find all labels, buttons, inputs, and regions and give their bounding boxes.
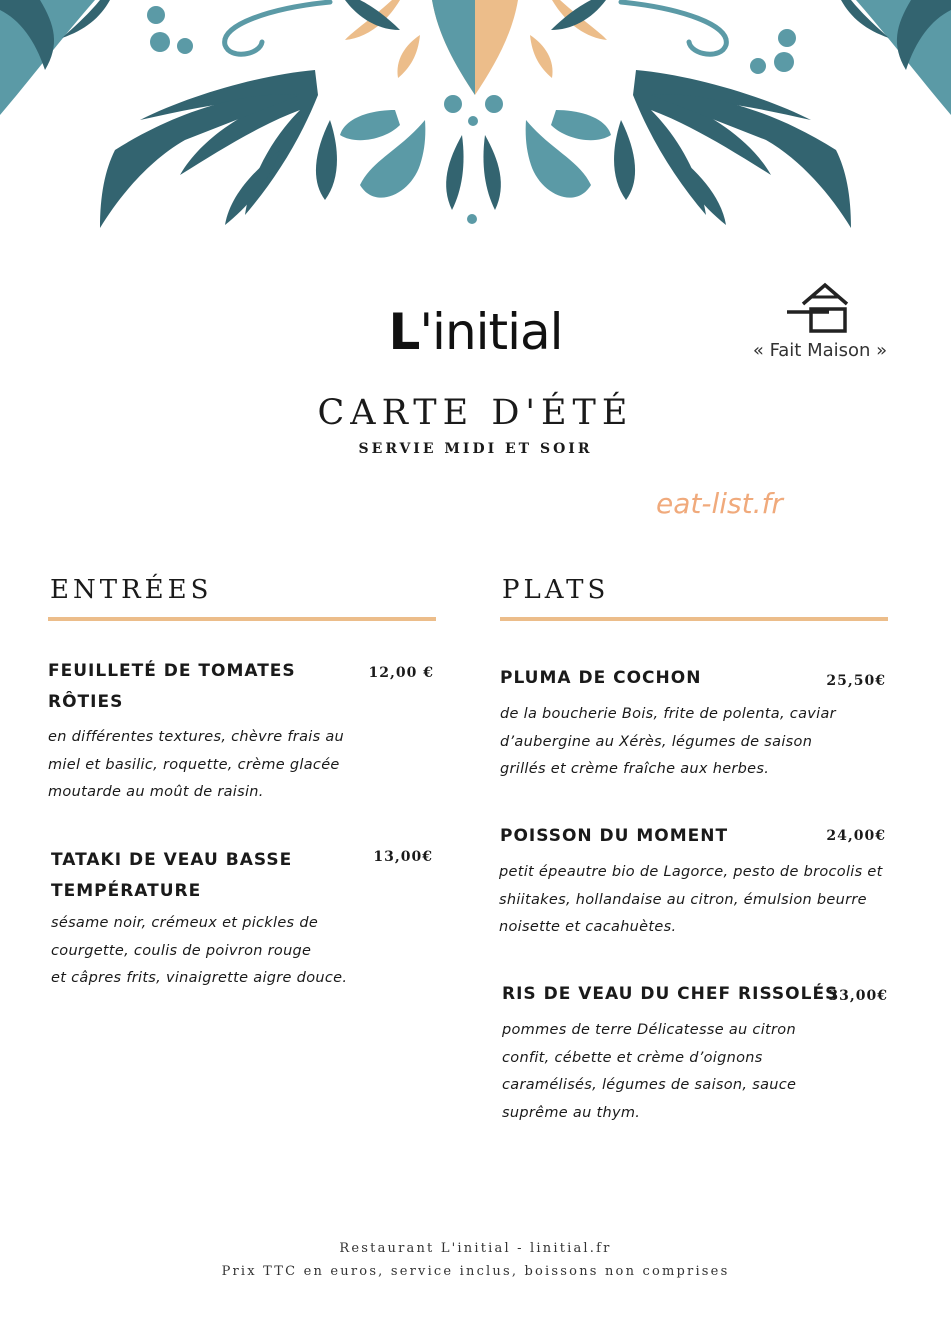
menu-item-price: 33,00€ xyxy=(828,988,888,1004)
menu-item-price: 13,00€ xyxy=(373,849,433,865)
entrees-divider xyxy=(48,617,436,621)
plats-divider xyxy=(500,617,888,621)
menu-item-name: PLUMA DE COCHON xyxy=(500,668,702,688)
menu-item-name: POISSON DU MOMENT xyxy=(500,826,729,846)
plats-heading: PLATS xyxy=(502,575,610,605)
menu-item-name: TATAKI DE VEAU BASSE TEMPÉRATURE xyxy=(51,850,293,901)
menu-item-price: 12,00 € xyxy=(368,665,434,681)
menu-item-description: de la boucherie Bois, frite de polenta, caviar d’aubergine au Xérès, légumes de saison grillés et crème fraîche aux herbes. xyxy=(500,706,836,777)
logo-initial-letter: L xyxy=(388,303,420,361)
menu-item-name: FEUILLETÉ DE TOMATES RÔTIES xyxy=(48,661,296,712)
menu-item-description: pommes de terre Délicatesse au citron confit, cébette et crème d’oignons caramélisés, légumes de saison, sauce suprême au thym. xyxy=(502,1022,797,1121)
fait-maison-badge xyxy=(740,282,900,361)
menu-item-name: RIS DE VEAU DU CHEF RISSOLÉS xyxy=(502,984,839,1004)
floral-ornament xyxy=(0,0,951,240)
footer-pricing-note: Prix TTC en euros, service inclus, boissons non comprises xyxy=(221,1264,730,1279)
menu-item-price: 25,50€ xyxy=(826,673,886,689)
menu-item-price: 24,00€ xyxy=(826,828,886,844)
page-title: CARTE D'ÉTÉ xyxy=(317,393,634,433)
watermark: eat-list.fr xyxy=(656,487,783,520)
page-subtitle: SERVIE MIDI ET SOIR xyxy=(358,441,593,457)
fait-maison-label: « Fait Maison » xyxy=(752,340,888,361)
entrees-heading: ENTRÉES xyxy=(50,575,213,605)
house-icon xyxy=(785,282,855,336)
footer-restaurant-line: Restaurant L'initial - linitial.fr xyxy=(339,1241,612,1256)
logo-name: 'initial xyxy=(419,303,563,361)
menu-item-description: sésame noir, crémeux et pickles de courgette, coulis de poivron rouge et câpres frits, vinaigrette aigre douce. xyxy=(51,915,348,986)
menu-item-description: petit épeautre bio de Lagorce, pesto de brocolis et shiitakes, hollandaise au citron, émulsion beurre noisette et cacahuètes. xyxy=(499,864,883,935)
menu-item-description: en différentes textures, chèvre frais au miel et basilic, roquette, crème glacée moutarde au moût de raisin. xyxy=(48,729,345,800)
